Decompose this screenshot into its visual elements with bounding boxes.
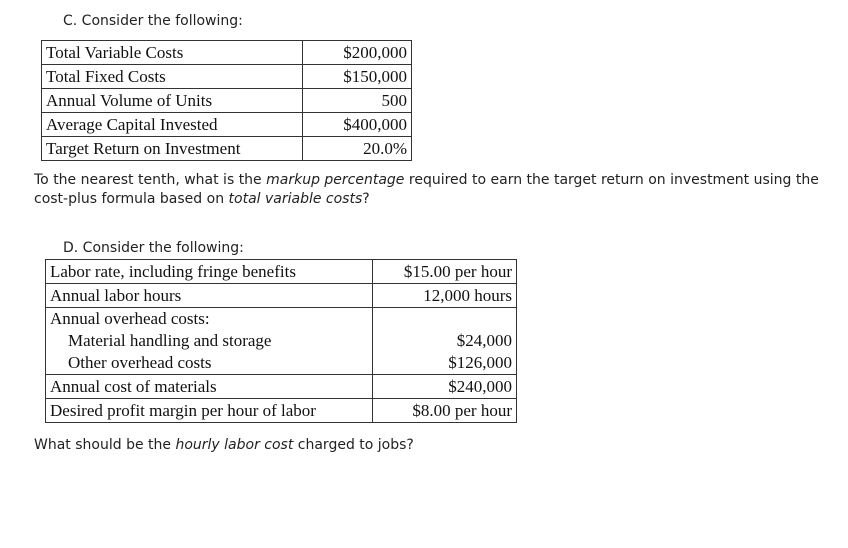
row-label: Average Capital Invested [42,113,303,137]
row-value: 20.0% [303,137,412,161]
row-value: $400,000 [303,113,412,137]
labor-hours-label: Annual labor hours [46,284,373,308]
row-label: Total Variable Costs [42,41,303,65]
table-row [42,137,412,161]
row-label: Total Fixed Costs [42,65,303,89]
labor-hours-value: 12,000 hours [373,284,517,308]
section-d-heading: D. Consider the following: [63,240,244,256]
table-row [46,260,517,284]
overhead-labels [46,308,373,375]
profit-margin-label: Desired profit margin per hour of labor [46,399,373,423]
section-c-heading: C. Consider the following: [63,13,243,29]
question-text: To the nearest tenth, what is the [34,172,267,188]
table-row [42,89,412,113]
question-text: What should be the [34,437,176,453]
material-handling-value: $24,000 [456,331,512,350]
material-handling-label: Material handling and storage [68,331,272,350]
row-value: 500 [303,89,412,113]
row-label: Annual Volume of Units [42,89,303,113]
question-text: charged to jobs? [293,437,414,453]
profit-margin-value: $8.00 per hour [373,399,517,423]
table-row [42,41,412,65]
row-value: $200,000 [303,41,412,65]
question-text: ? [362,191,370,207]
section-d-question [34,437,414,453]
table-row [46,308,517,375]
table-row [46,399,517,423]
overhead-values [373,308,517,375]
question-text: required to earn the target return on investment using the cost-plus formula based on [34,172,819,207]
other-overhead-label: Other overhead costs [68,353,212,372]
overhead-label: Annual overhead costs: [50,309,210,328]
row-value: $150,000 [303,65,412,89]
table-row [46,375,517,399]
row-label: Target Return on Investment [42,137,303,161]
materials-label: Annual cost of materials [46,375,373,399]
section-c-question [34,171,834,209]
table-row [42,113,412,137]
question-emphasis: hourly labor cost [175,437,294,453]
table-row [46,284,517,308]
overhead-spacer [377,308,512,330]
section-c-table [41,40,412,161]
other-overhead-value: $126,000 [448,353,512,372]
table-row [42,65,412,89]
labor-rate-label: Labor rate, including fringe benefits [46,260,373,284]
section-d-table [45,259,517,423]
materials-value: $240,000 [373,375,517,399]
question-emphasis: total variable costs [228,191,363,207]
labor-rate-value: $15.00 per hour [373,260,517,284]
question-emphasis: markup percentage [266,172,405,188]
